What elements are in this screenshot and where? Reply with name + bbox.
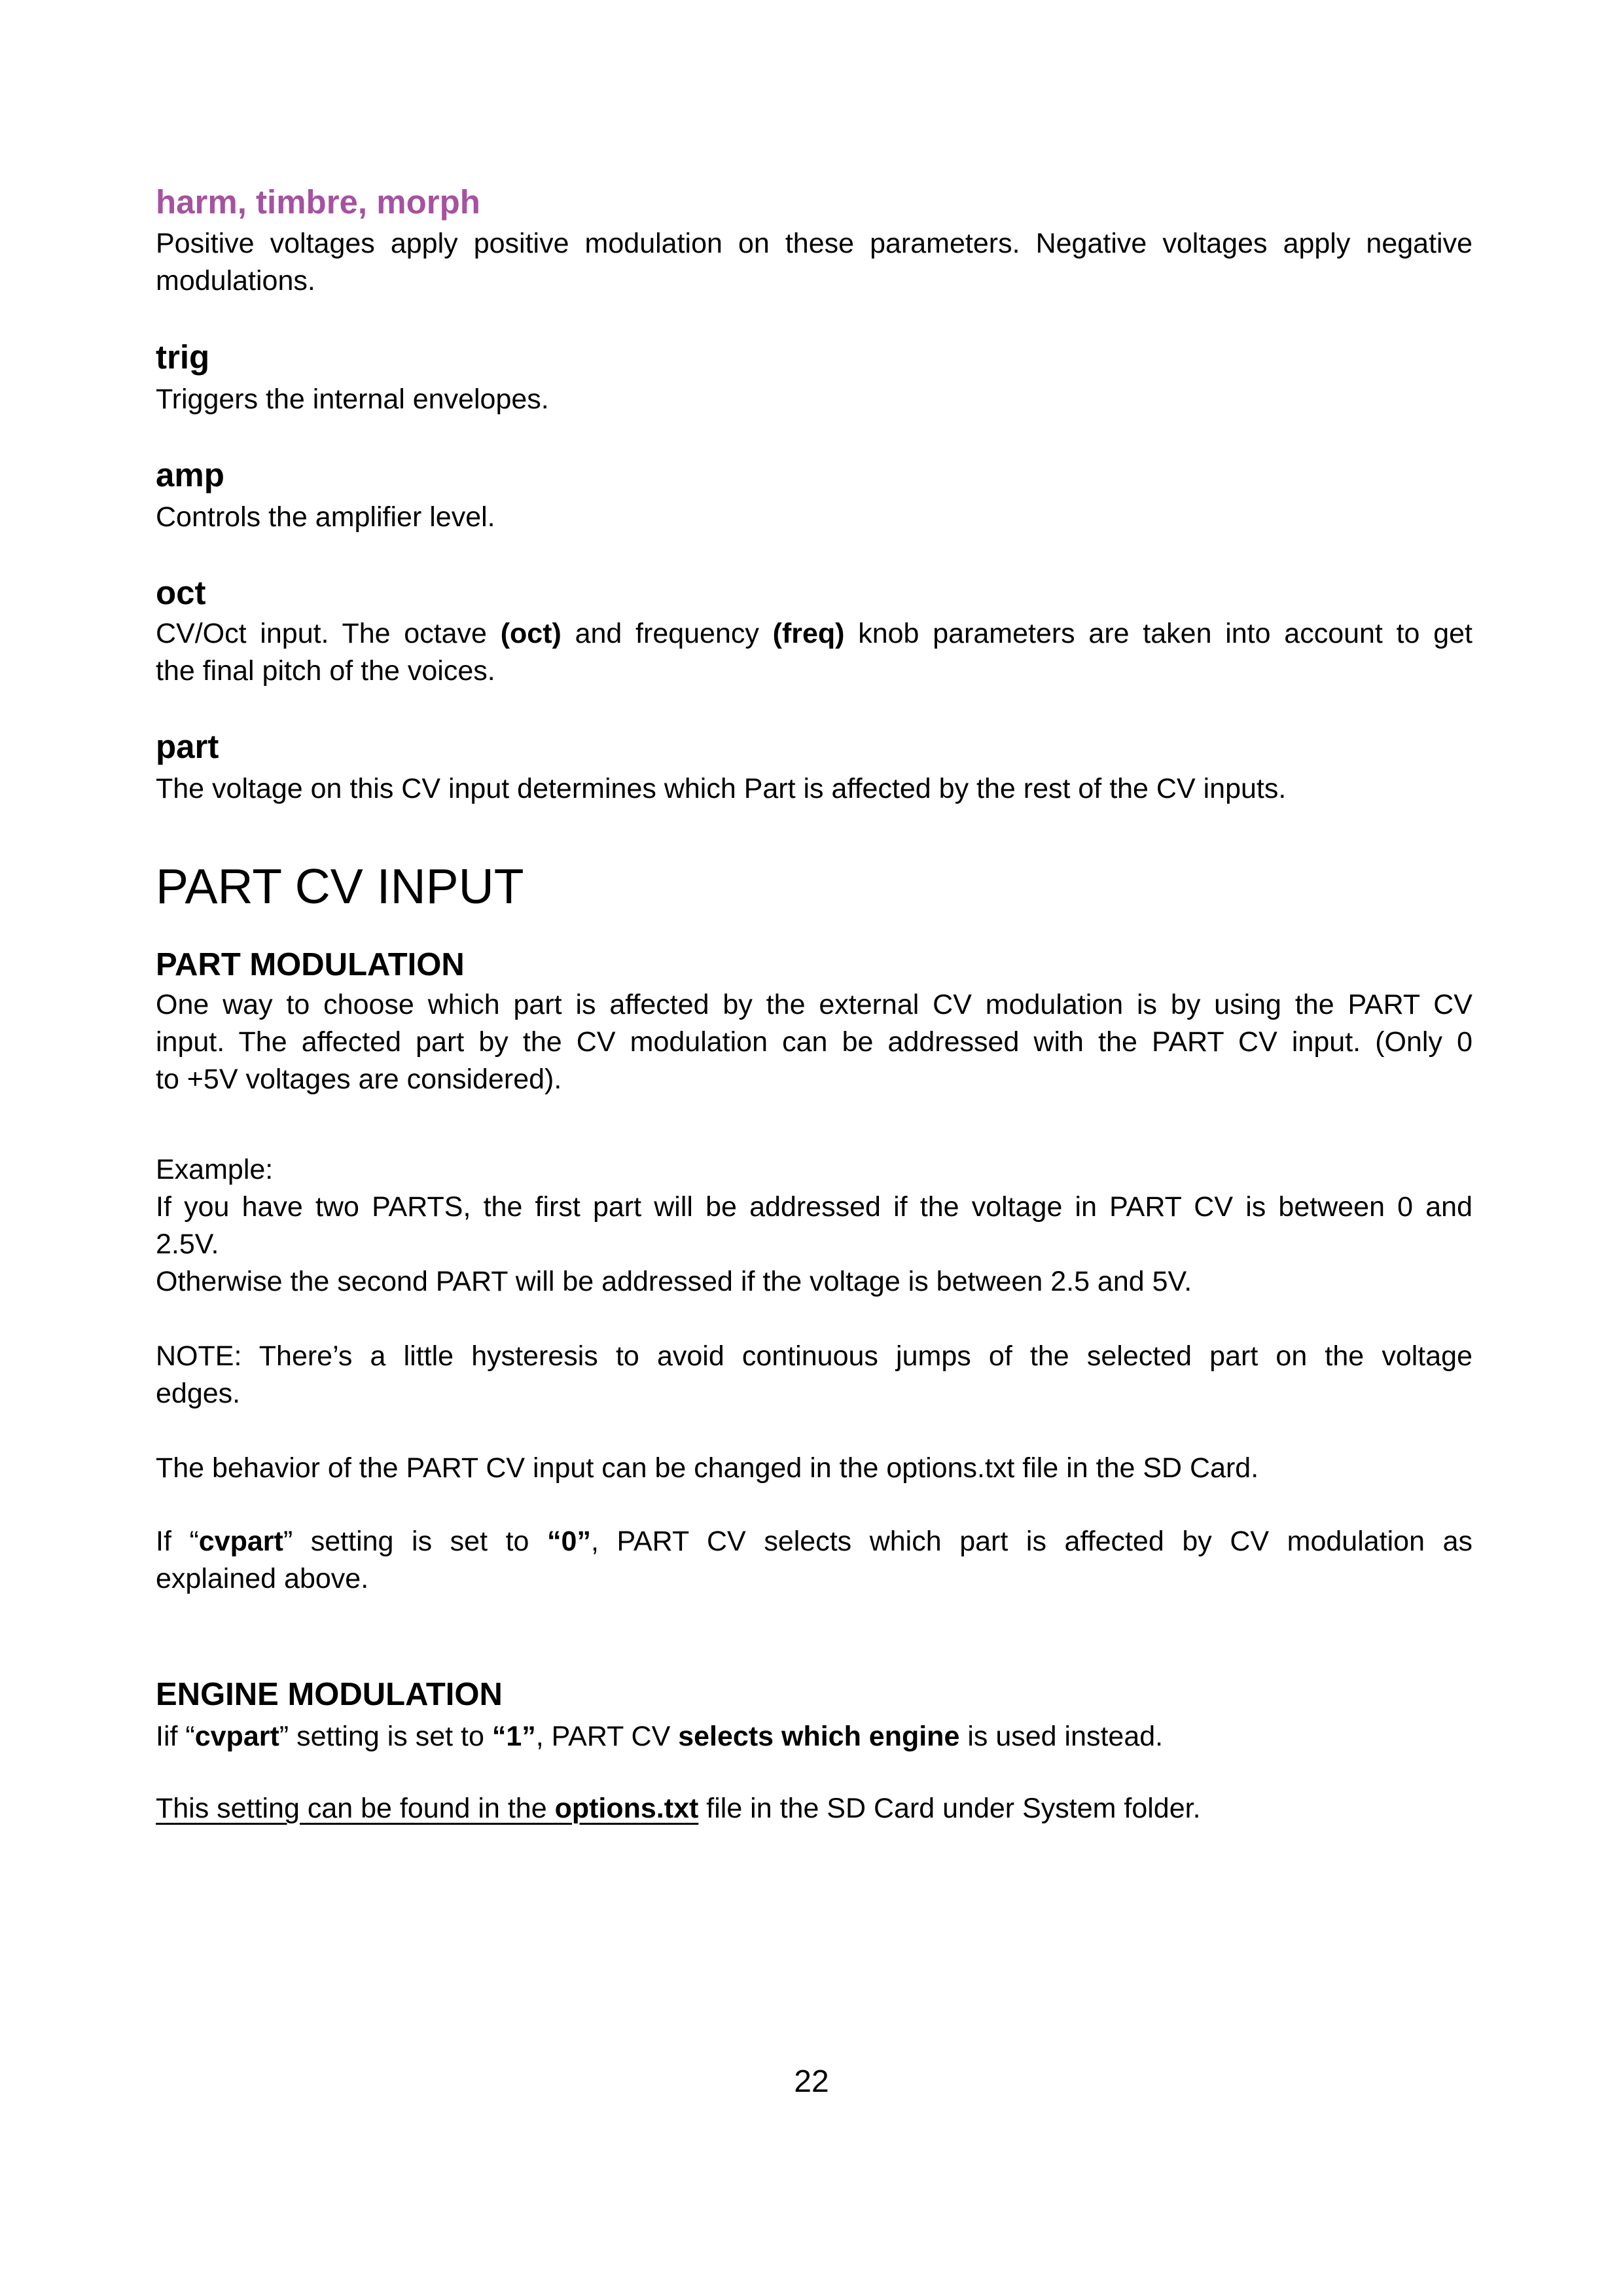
text-segment: explained above. <box>156 1563 369 1594</box>
paragraph-options-behavior <box>156 1450 1472 1487</box>
section-heading-trig: trig <box>156 338 210 376</box>
text-segment: Positive voltages apply positive modulation on these parameters. Negative voltages apply negative <box>156 228 1472 259</box>
text-line <box>156 615 1472 653</box>
paragraph-oct <box>156 615 1472 690</box>
paragraph-trig <box>156 381 1472 418</box>
text-line <box>156 262 1472 300</box>
text-segment: input. The affected part by the CV modulation can be addressed with the PART CV input. (Only 0 <box>156 1026 1472 1058</box>
text-line <box>156 1061 1472 1098</box>
text-line <box>156 1189 1472 1226</box>
text-segment: Example: <box>156 1154 274 1185</box>
text-line <box>156 1375 1472 1412</box>
paragraph-setting-location <box>156 1790 1472 1827</box>
emphasis-text: cvpart <box>194 1721 279 1752</box>
text-line <box>156 1450 1472 1487</box>
text-line <box>156 986 1472 1024</box>
emphasis-text: options.txt <box>554 1793 699 1824</box>
text-line <box>156 770 1472 808</box>
emphasis-text: selects which engine <box>678 1721 960 1752</box>
text-segment: file in the SD Card under System folder. <box>698 1793 1201 1824</box>
text-line <box>156 499 1472 536</box>
text-segment: Triggers the internal envelopes. <box>156 384 549 415</box>
paragraph-note <box>156 1338 1472 1412</box>
text-line <box>156 1263 1472 1300</box>
section-heading-harm-timbre-morph: harm, timbre, morph <box>156 183 480 221</box>
text-line <box>156 1523 1472 1560</box>
text-line <box>156 1151 1472 1189</box>
paragraph-part <box>156 770 1472 808</box>
text-segment: Otherwise the second PART will be addressed if the voltage is between 2.5 and 5V. <box>156 1266 1192 1297</box>
text-segment: to +5V voltages are considered). <box>156 1064 562 1095</box>
emphasis-text: cvpart <box>198 1526 283 1557</box>
paragraph-part-modulation <box>156 986 1472 1098</box>
text-segment: The voltage on this CV input determines which Part is affected by the rest of the CV inputs. <box>156 773 1287 804</box>
text-line <box>156 225 1472 262</box>
text-segment: The behavior of the PART CV input can be changed in the options.txt file in the SD Card. <box>156 1452 1259 1484</box>
section-heading-oct: oct <box>156 574 206 611</box>
text-segment: knob parameters are taken into account to get <box>844 618 1472 649</box>
text-segment: Controls the amplifier level. <box>156 501 495 533</box>
text-line <box>156 1718 1472 1755</box>
paragraph-amp <box>156 499 1472 536</box>
text-segment: NOTE: There’s a little hysteresis to avoid continuous jumps of the selected part on the voltage <box>156 1340 1472 1372</box>
emphasis-text: (oct) <box>500 618 562 649</box>
text-segment: If you have two PARTS, the first part will be addressed if the voltage in PART CV is between 0 and <box>156 1191 1472 1223</box>
text-line <box>156 1338 1472 1375</box>
text-segment: ” setting is set to <box>283 1526 548 1557</box>
text-segment: One way to choose which part is affected by the external CV modulation is by using the PART CV <box>156 989 1472 1020</box>
paragraph-harm-timbre-morph <box>156 225 1472 300</box>
text-line <box>156 381 1472 418</box>
text-segment: , PART CV <box>535 1721 679 1752</box>
text-line <box>156 1024 1472 1061</box>
text-segment: , PART CV selects which part is affected by CV modulation as <box>590 1526 1472 1557</box>
section-heading-amp: amp <box>156 456 224 493</box>
paragraph-cvpart-0 <box>156 1523 1472 1598</box>
emphasis-text: (freq) <box>772 618 845 649</box>
page-content <box>156 0 1472 1827</box>
emphasis-text: “0” <box>547 1526 591 1557</box>
text-segment: 2.5V. <box>156 1229 219 1260</box>
text-segment: the final pitch of the voices. <box>156 655 495 687</box>
text-segment: CV/Oct input. The octave <box>156 618 501 649</box>
text-segment: edges. <box>156 1378 241 1409</box>
text-line <box>156 653 1472 690</box>
emphasis-text: “1” <box>491 1721 536 1752</box>
text-line <box>156 1790 1472 1827</box>
emphasis-text: This setting can be found in the <box>156 1793 555 1824</box>
paragraph-example <box>156 1151 1472 1300</box>
section-heading-engine-modulation: ENGINE MODULATION <box>156 1677 503 1712</box>
text-line <box>156 1560 1472 1598</box>
text-segment: ” setting is set to <box>279 1721 492 1752</box>
text-segment: Iif “ <box>156 1721 195 1752</box>
text-segment: is used instead. <box>959 1721 1164 1752</box>
text-line <box>156 1226 1472 1263</box>
text-segment: and frequency <box>561 618 773 649</box>
text-segment: If “ <box>156 1526 199 1557</box>
text-segment: modulations. <box>156 265 315 296</box>
chapter-heading-part-cv-input: PART CV INPUT <box>156 859 524 914</box>
paragraph-cvpart-1 <box>156 1718 1472 1755</box>
page-number: 22 <box>794 2064 829 2099</box>
section-heading-part: part <box>156 728 219 765</box>
section-heading-part-modulation: PART MODULATION <box>156 947 465 982</box>
